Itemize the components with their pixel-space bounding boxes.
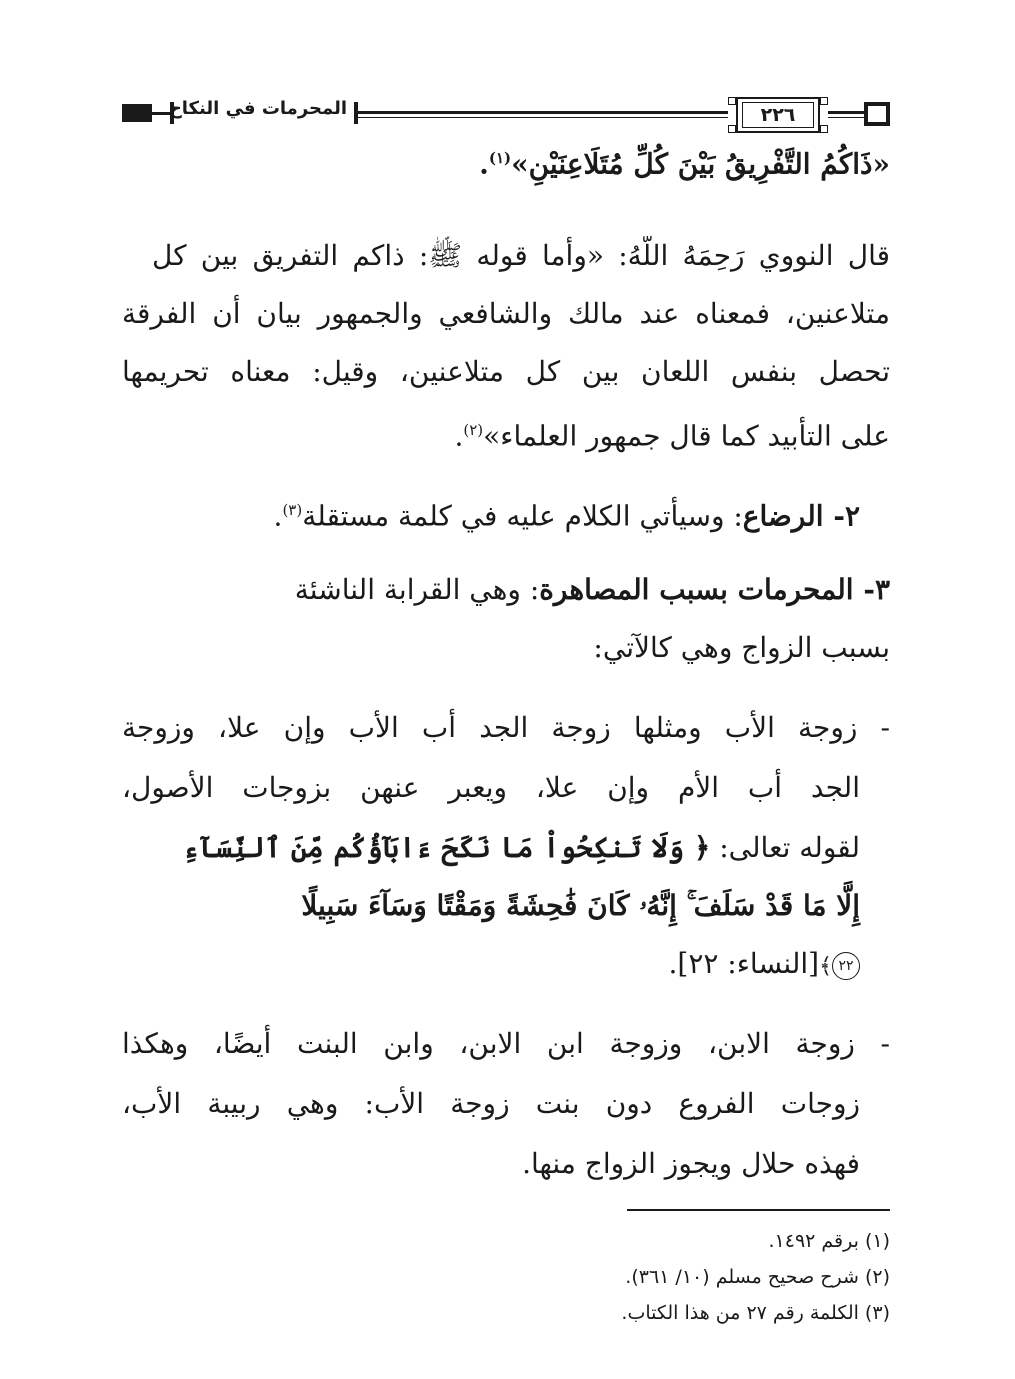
frame-corner <box>820 97 828 105</box>
hadith-line: «ذَاكُمُ التَّفْرِيقُ بَيْنَ كُلِّ مُتَلَاعِنَيْنِ»$^{(١)}$. <box>479 147 890 181</box>
verse-reference: [النساء: ٢٢]. <box>668 947 820 980</box>
page-number-frame <box>728 97 828 133</box>
section-2-text: : وسيأتي الكلام عليه في كلمة مستقلة <box>302 499 743 533</box>
header-rule <box>358 117 728 118</box>
header-rule <box>828 117 864 118</box>
bullet-line <box>669 944 861 988</box>
hadith-text: «ذَاكُمُ التَّفْرِيقُ بَيْنَ كُلِّ مُتَلَاعِنَيْنِ» <box>511 147 890 181</box>
ayah-number-marker: ٢٢ <box>832 952 860 980</box>
footnote-2: (٢) شرح صحيح مسلم (١٠/ ٣٦١). <box>625 1266 890 1288</box>
frame-corner <box>728 125 736 133</box>
paragraph-line: قال النووي رَحِمَهُ اللَّهُ: «وأما قوله ﷺ: ذاكم التفريق بين كل <box>152 239 890 272</box>
header-end-bar <box>152 112 170 115</box>
bullet-line: - زوجة الابن، وزوجة ابن الابن، وابن البنت أيضًا، وهكذا <box>122 1027 890 1060</box>
section-3-line <box>122 570 890 614</box>
paragraph-text: على التأبيد كما قال جمهور العلماء» <box>483 419 890 453</box>
section-2-heading: ٢- الرضاع <box>742 499 860 533</box>
section-3-heading: ٣- المحرمات بسبب المصاهرة <box>539 573 890 606</box>
header-rule <box>358 111 728 114</box>
quran-verse: ﴿ وَلَا تَنكِحُواْ مَا نَكَحَ ءَابَآؤُكُم مِّنَ ٱلنِّسَآءِ <box>182 831 711 864</box>
footnote-ref-3: (٣) <box>282 501 303 519</box>
quran-verse: إِلَّا مَا قَدْ سَلَفَ ۚ إِنَّهُۥ كَانَ فَٰحِشَةً وَمَقْتًا وَسَآءَ سَبِيلًا <box>301 889 860 922</box>
header-rule <box>828 111 864 114</box>
paragraph-line: تحصل بنفس اللعان بين كل متلاعنين، وقيل: معناه تحريمها <box>122 355 890 388</box>
paragraph-line: متلاعنين، فمعناه عند مالك والشافعي والجمهور بيان أن الفرقة <box>122 297 890 330</box>
footnote-separator <box>627 1209 890 1211</box>
bullet-line: الجد أب الأم وإن علا، ويعبر عنهن بزوجات الأصول، <box>122 771 860 804</box>
frame-corner <box>728 97 736 105</box>
page-number: ٢٢٦ <box>742 102 814 128</box>
footnote-ref-1: (١) <box>488 149 512 167</box>
footnote-1: (١) برقم ١٤٩٢. <box>768 1230 890 1252</box>
bullet-line: فهذه حلال ويجوز الزواج منها. <box>522 1147 860 1180</box>
bullet-line <box>183 828 860 872</box>
paragraph-line: على التأبيد كما قال جمهور العلماء»$^{(٢)}$. <box>454 419 890 453</box>
verse-close-ornament: ﴾ <box>819 954 832 979</box>
footnote-3: (٣) الكلمة رقم ٢٧ من هذا الكتاب. <box>621 1302 890 1324</box>
header-end-box <box>864 102 890 126</box>
running-header <box>122 96 890 136</box>
section-2-line: ٢- الرضاع: وسيأتي الكلام عليه في كلمة مستقلة$^{(٣)}$. <box>273 499 860 533</box>
running-title: المحرمات في النكاح <box>168 98 347 119</box>
section-3-line-2: بسبب الزواج وهي كالآتي: <box>593 631 890 664</box>
frame-corner <box>820 125 828 133</box>
header-end-bar <box>122 104 152 122</box>
bullet-line: - زوجة الأب ومثلها زوجة الجد أب الأب وإن علا، وزوجة <box>122 711 890 744</box>
bullet-text: لقوله تعالى: <box>719 831 860 864</box>
footnote-ref-2: (٢) <box>463 421 484 439</box>
section-3-text: : وهي القرابة الناشئة <box>294 573 540 606</box>
bullet-line: زوجات الفروع دون بنت زوجة الأب: وهي ربيبة الأب، <box>122 1087 860 1120</box>
